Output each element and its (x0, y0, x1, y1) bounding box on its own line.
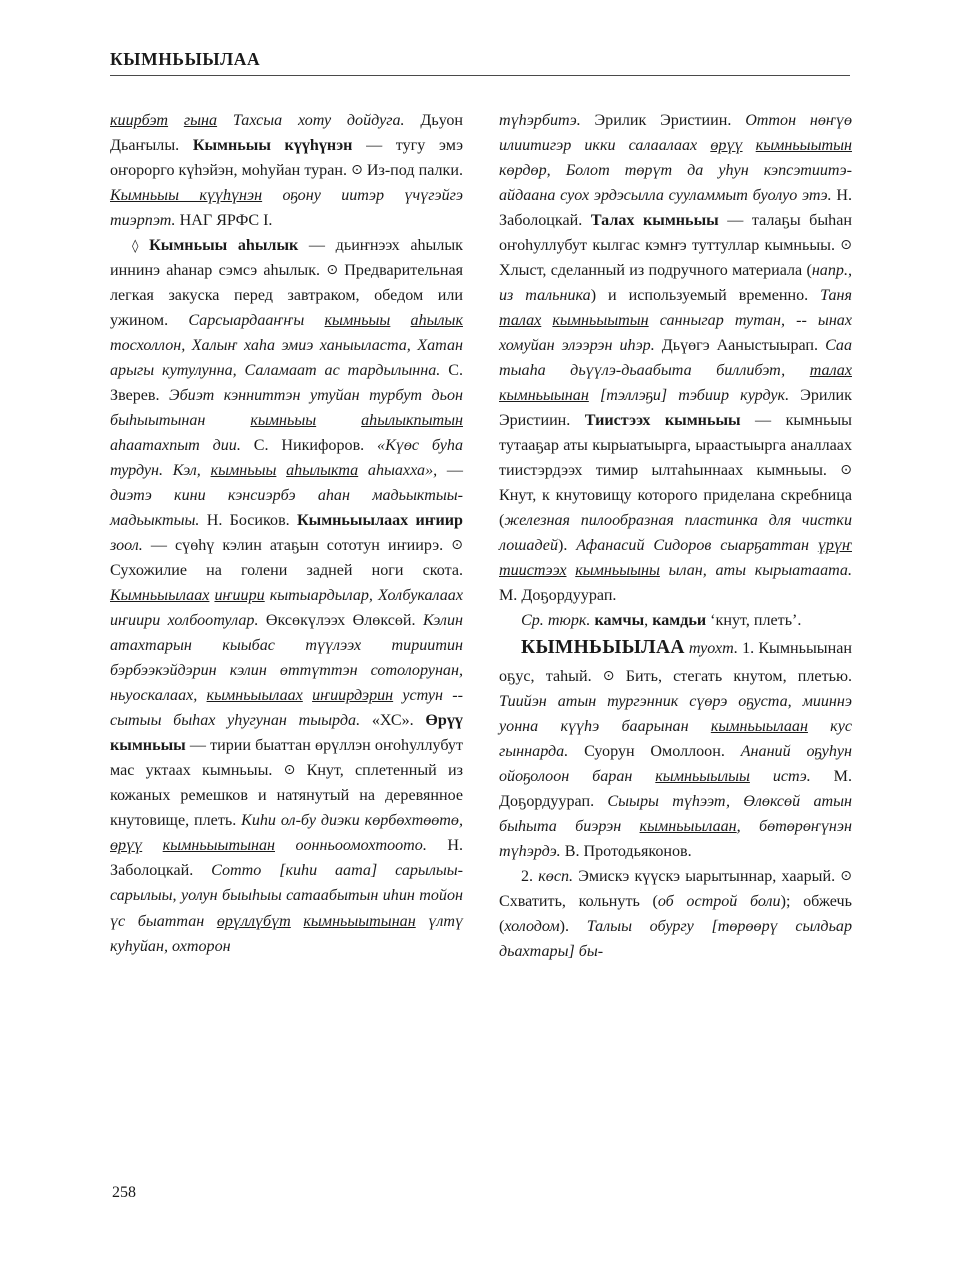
text-run: М. Доҕордуурап. (499, 587, 617, 605)
paragraph-main-entry (499, 633, 852, 863)
text-run: Дьүөгэ Ааныстыырап. (654, 337, 826, 355)
text-run: Схватить, кольнуть ( (499, 892, 658, 910)
paragraph-phrase-ahylyk (110, 233, 463, 958)
sense-marker-icon: ⊙ (840, 237, 852, 254)
text-run: Н. Заболоцкай. (499, 187, 853, 230)
italic-text: , бөтөрөҥүнэн түһэрдэ. (499, 817, 852, 860)
underlined-example-term: кымньыылыы (655, 767, 750, 785)
bold-term: Талах кымньыы (590, 212, 719, 230)
underlined-example-term: өрүллүбүт (216, 912, 291, 930)
text-run: Сухожилие на голени задней ноги скота. (110, 562, 463, 580)
text-run: — тирии быаттан өрүллэн оҥоһуллубут мас уктаах кымньыы. (110, 737, 463, 780)
italic-text: Ананий оҕуһун ойоҕолоон баран (499, 742, 852, 785)
italic-text: Сотто [киһи аата] сарылыы-сарылыы, уолун быыһыы сатаабытын иһин тойон үс быаттан (110, 862, 463, 930)
sense-marker-icon: ⊙ (840, 462, 852, 479)
sense-marker-icon: ⊙ (351, 162, 363, 179)
text-run: ‘кнут, плеть’. (706, 612, 802, 630)
text-run: — сүөһү кэлин атаҕын сототун иҥиирэ. (142, 537, 452, 555)
italic-text: диэтэ кини кэнсиэрбэ аһан мадьыктыы-мадьыктыы. (110, 487, 463, 530)
italic-text: тосхоллон, Халыҥ хаһа эмиэ ханыыласта, Хатан арыгы кутулунна, Саламаат ас тардылынна. (110, 337, 463, 380)
sense-marker-icon: ⊙ (326, 262, 339, 279)
page-header (110, 50, 850, 76)
text-run (138, 237, 149, 254)
text-run: — тугу эмэ оҥорорго күһэйэн, моһуйан туран. (110, 137, 464, 180)
underlined-example-term: кымньыылаах (206, 687, 303, 705)
italic-text: түһэрбитэ. (499, 112, 581, 129)
underlined-example-term: кымньыы (324, 312, 391, 330)
underlined-example-term: талах (499, 312, 542, 330)
italic-text: Тиийэн атын тургэнник сүөрэ оҕуста, мииннэ уонна күүһэ баарынан (499, 692, 852, 735)
text-run: — дьиҥнээх аһылык иннинэ аһанар сэмсэ аһылык. (110, 237, 463, 280)
underlined-example-term: кымньыыны (575, 562, 660, 580)
text-run: Хлыст, сделанный из подручного материала ( (499, 262, 812, 280)
underlined-example-term: кымньыытын (755, 137, 852, 155)
italic-text (142, 837, 162, 854)
text-run: Н. Заболоцкай. (110, 837, 464, 880)
italic-text: «Күөс буһа турдун. Кэл, (110, 437, 463, 480)
italic-text: оҕону иитэр үчүгэйгэ тиэрпэт. (110, 187, 463, 230)
italic-text (541, 312, 552, 329)
sense-marker-icon: ⊙ (451, 537, 463, 554)
header-rule (110, 75, 850, 76)
underlined-example-term: кымньыылаан (710, 717, 808, 735)
sense-marker-icon: ⊙ (840, 867, 853, 884)
text-run: Дьуон Дьаҥылы. (110, 112, 464, 155)
italic-text: Ср. (521, 612, 544, 630)
text-run: 1. Кымньыынан оҕус, таһый. (499, 640, 852, 685)
text-run: НАГ ЯРФС I. (175, 212, 273, 230)
italic-text (291, 913, 304, 930)
underlined-example-term: талах (809, 362, 852, 380)
text-run: ). (557, 537, 577, 555)
italic-text: Талыы обургу [төрөөрү сылдьар дьахтары] бы- (499, 917, 852, 960)
italic-text: Саа тыаһа дьүүлэ-дьаабыта биллибэт, (499, 337, 853, 380)
underlined-example-term: гына (183, 112, 218, 129)
phrase-marker-icon: ◊ (132, 239, 139, 255)
underlined-example-term: тиистээх (499, 562, 567, 580)
italic-text: ылан, аты кырыатаата. (659, 562, 853, 580)
text-run (217, 112, 233, 129)
text-run: — (437, 462, 463, 480)
text-run: ); обжечь ( (499, 892, 852, 935)
text-run: С. Никифоров. (240, 437, 378, 455)
italic-text (743, 137, 756, 154)
underlined-example-term: иҥиирдэрин (312, 687, 394, 705)
underlined-example-term: аһылыкта (286, 462, 359, 480)
italic-text: аһыахха», (358, 462, 438, 480)
underlined-example-term: киирбэт (110, 112, 169, 129)
underlined-example-term: Кымньыы күүһүнэн (110, 187, 263, 205)
text-run (168, 112, 184, 129)
text-columns (110, 108, 852, 1188)
italic-text: Сарсыардааҥҥы (188, 312, 305, 330)
italic-text: напр., из тальника (499, 262, 852, 305)
text-run: Эмискэ күүскэ ыарытыннар, хаарый. (573, 867, 841, 885)
italic-text: Кэлин атахтарын кыыбас түүлээх тириитин бэрбээкэйдэрин кэлин өттүттэн сотолорунан, ньуоскалаах, (110, 612, 463, 705)
text-run: 2. (521, 867, 539, 885)
italic-text: көсп. (538, 867, 574, 885)
underlined-example-term: кымньыы (250, 412, 317, 430)
text-run: Эрилик Эристиин. (580, 112, 746, 129)
text-run (205, 412, 250, 429)
italic-text (567, 562, 576, 579)
text-run: Н. Босиков. (199, 512, 297, 530)
italic-text: Афанасий Сидоров сыарҕаттан (576, 537, 818, 555)
text-run: В. Протодьяконов. (560, 842, 692, 860)
bold-term: Кымньыылаах иҥиир (296, 512, 463, 530)
italic-text: Оттон нөҥүө илиитигэр икки салаалаах (499, 112, 853, 155)
headword: КЫМНЬЫЫЛАА (521, 637, 685, 659)
bold-term: камчы (594, 612, 645, 630)
text-run: ). (559, 917, 587, 935)
underlined-example-term: иҥиири (214, 587, 265, 605)
italic-text: Киһи ол-бу диэки көрбөхтөөтө, (241, 812, 463, 830)
underlined-example-term: үрүҥ (817, 537, 852, 555)
sense-marker-icon: ⊙ (602, 667, 615, 684)
italic-text: Таня (820, 287, 852, 305)
paragraph-etymology (499, 608, 852, 633)
text-run: «ХС». (360, 712, 426, 730)
text-run: Кнут, сплетенный из кожаных ремешков и натянутый на деревянное кнутовище, плеть. (110, 762, 463, 830)
text-run: Предварительная легкая закуска перед завтраком, обедом или ужином. (110, 262, 463, 330)
running-head: КЫМНЬЫЫЛАА (110, 49, 261, 69)
text-run: Из-под палки. (362, 162, 463, 180)
text-run (390, 312, 410, 329)
italic-text: Тахсыа хоту дойдуга. (232, 112, 405, 129)
paragraph-continuation (110, 108, 463, 233)
text-run: М. Доҕордуурап. (499, 767, 852, 810)
italic-text: истэ. (749, 767, 811, 785)
text-run (316, 412, 361, 429)
column-right (499, 108, 852, 1188)
underlined-example-term: өрүү (710, 137, 743, 155)
underlined-example-term: кымньыытынан (162, 837, 275, 855)
text-run: Суорун Омоллоон. (568, 742, 741, 760)
text-run: — талаҕы быһан оҥоһуллубут кылгас кэмҥэ туттуллар кымньыы. (499, 212, 852, 255)
italic-text: кытыардылар, Холбукалаах иҥиири холбоотулар. (110, 587, 463, 630)
paragraph-continuation2 (499, 108, 852, 608)
italic-text: кус гыннарда. (499, 717, 852, 760)
underlined-example-term: аһылыкпытын (361, 412, 463, 430)
italic-text (303, 687, 312, 704)
underlined-example-term: кымньыытынан (303, 912, 416, 930)
column-left (110, 108, 463, 1188)
text-run: С. Зверев. (110, 362, 463, 405)
italic-text: туохт. (688, 640, 738, 658)
italic-text: үлтү куһуйан, охторон (110, 912, 464, 955)
sense-marker-icon: ⊙ (283, 762, 296, 779)
underlined-example-term: өрүү (110, 837, 143, 855)
bold-term: Өрүү кымньыы (110, 712, 463, 755)
text-run: , (644, 612, 653, 630)
bold-term: Кымньыы аһылык (149, 237, 299, 255)
italic-text: Сыыры түһээт, Өлөксөй атын быһыта биэрэн (499, 792, 852, 835)
underlined-example-term: аһылык (410, 312, 463, 330)
page-number: 258 (112, 1184, 136, 1201)
bold-term: Кымньыы күүһүнэн (192, 137, 353, 155)
italic-text: тюрк. (547, 612, 591, 630)
italic-text: устун -- сытыы быһах уһугунан тыырда. (110, 687, 463, 730)
italic-text: көрдөр, Болот төрүт да уһун кэпсэтиитэ-айдаана суох эрдэсылла сууламмыт буолуо этэ. (499, 162, 852, 205)
text-run: Кнут, к кнутовищу которого приделана скребница ( (499, 487, 852, 530)
italic-text (276, 462, 286, 479)
italic-text: железная пилообразная пластинка для чистки лошадей (499, 512, 852, 555)
text-run (304, 312, 324, 329)
italic-text: санныгар тутан, -- ынах хомуйан элээрэн иһэр. (499, 312, 852, 355)
text-run: ) и используемый временно. (590, 287, 821, 305)
underlined-example-term: кымньыылаан (639, 817, 737, 835)
text-run: Эрилик Эристиин. (499, 387, 852, 430)
italic-text: холодом (504, 917, 560, 935)
text-run: — кымньыы тутааҕар аты кырыатыырга, ыраастыырга аналлаах тиистэрдээх тимир ылтаһыннаах кымньыы. (499, 412, 852, 480)
underlined-example-term: кымньыынан (499, 387, 589, 405)
underlined-example-term: кымньыы (210, 462, 277, 480)
italic-text: Эбиэт кэнниттэн утуйан турбут дьон быһыытынан (110, 387, 463, 430)
bold-term: Тиистээх кымньыы (584, 412, 741, 430)
underlined-example-term: кымньыытын (552, 312, 649, 330)
italic-text: [тэллэҕи] тэбиир курдук. (588, 387, 790, 405)
bold-term: камдьи (652, 612, 707, 630)
italic-text: об острой боли (657, 892, 781, 910)
italic-text: оонньоомохтоото. (275, 837, 427, 855)
text-run: Өксөкүлээх Өлөксөй. (258, 612, 423, 630)
italic-text: аһаатахпыт дии. (110, 437, 241, 455)
text-run: Бить, стегать кнутом, плетью. (614, 667, 852, 685)
italic-text: зоол. (110, 537, 143, 555)
underlined-example-term: Кымньыылаах (110, 587, 210, 605)
paragraph-sense-2 (499, 864, 852, 964)
